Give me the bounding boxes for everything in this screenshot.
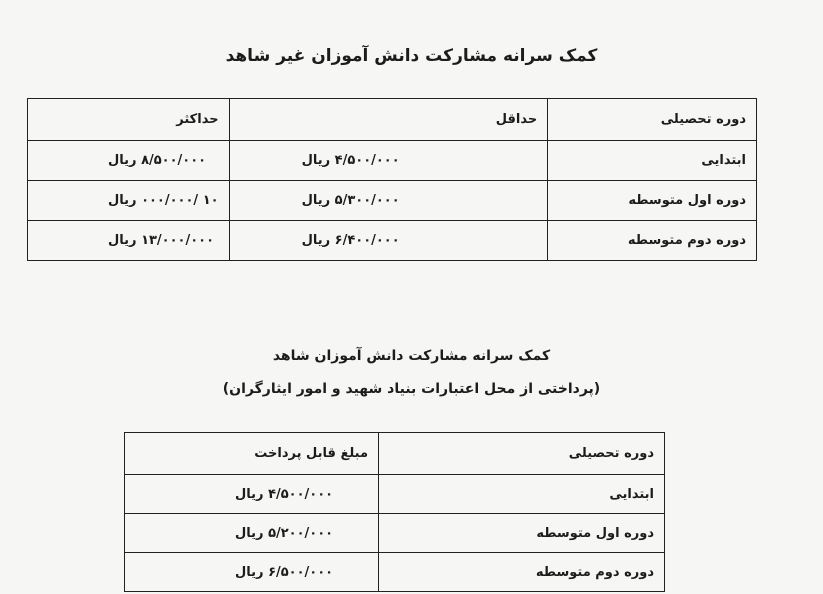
table-header-row	[125, 433, 665, 475]
amount-text: ۱۳/۰۰۰/۰۰۰ ریال	[108, 233, 215, 248]
cell-level: ابتدایی	[379, 475, 665, 514]
header-level: دوره تحصیلی	[379, 433, 665, 475]
non-shahed-table	[27, 98, 757, 261]
table-row	[125, 514, 665, 553]
section1-title: کمک سرانه مشارکت دانش آموزان غیر شاهد	[225, 46, 598, 66]
cell-min	[229, 181, 548, 221]
cell-min	[229, 141, 548, 181]
table-row	[28, 221, 757, 261]
table-row	[28, 141, 757, 181]
cell-min	[229, 221, 548, 261]
header-amount: مبلغ قابل پرداخت	[125, 433, 379, 475]
header-level: دوره تحصیلی	[548, 99, 757, 141]
cell-amount	[125, 514, 379, 553]
amount-text: ۴/۵۰۰/۰۰۰ ریال	[301, 153, 400, 168]
shahed-table	[124, 432, 665, 592]
cell-max	[28, 141, 230, 181]
amount-text: ۵/۲۰۰/۰۰۰ ریال	[235, 525, 334, 541]
cell-max	[28, 221, 230, 261]
cell-level: دوره دوم متوسطه	[548, 221, 757, 261]
amount-text: ۶/۵۰۰/۰۰۰ ریال	[235, 564, 334, 580]
cell-max	[28, 181, 230, 221]
cell-amount	[125, 553, 379, 592]
table-header-row	[28, 99, 757, 141]
cell-level: دوره دوم متوسطه	[379, 553, 665, 592]
cell-amount	[125, 475, 379, 514]
table-row	[125, 553, 665, 592]
amount-text: ۴/۵۰۰/۰۰۰ ریال	[235, 486, 334, 502]
amount-text: ۵/۳۰۰/۰۰۰ ریال	[301, 193, 400, 208]
cell-level: دوره اول متوسطه	[548, 181, 757, 221]
amount-text: ۸/۵۰۰/۰۰۰ ریال	[108, 153, 207, 168]
header-min: حداقل	[229, 99, 548, 141]
table-row	[125, 475, 665, 514]
cell-level: دوره اول متوسطه	[379, 514, 665, 553]
cell-level: ابتدایی	[548, 141, 757, 181]
amount-text: ۱۰ /۰۰۰/۰۰۰ ریال	[108, 193, 219, 208]
amount-text: ۶/۴۰۰/۰۰۰ ریال	[301, 233, 400, 248]
table-row	[28, 181, 757, 221]
header-max: حداکثر	[28, 99, 230, 141]
section2-subtitle: (پرداختی از محل اعتبارات بنیاد شهید و امور ایثارگران)	[222, 381, 601, 397]
section2-title: کمک سرانه مشارکت دانش آموزان شاهد	[272, 348, 551, 364]
